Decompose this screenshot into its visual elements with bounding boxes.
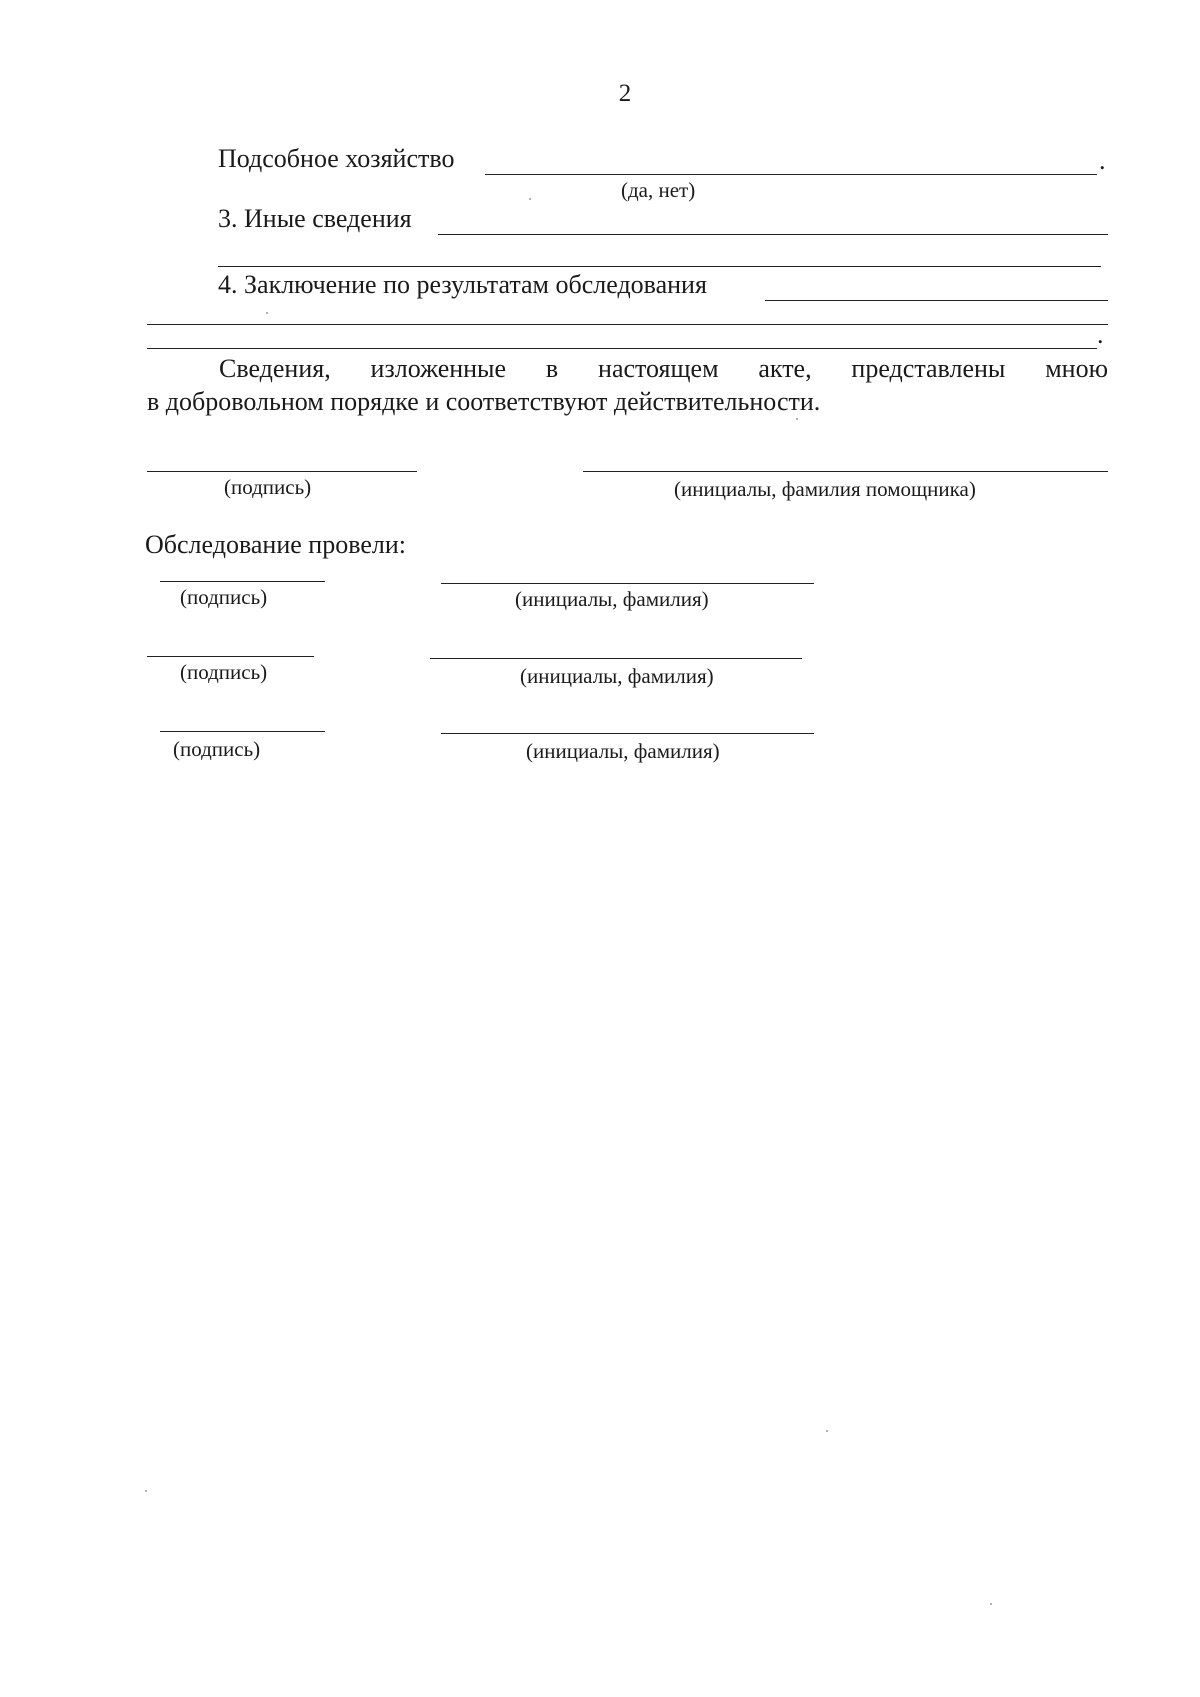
respondent-signature-line[interactable]: [147, 471, 417, 472]
household-field-end: .: [1099, 146, 1106, 175]
respondent-name-line[interactable]: [583, 471, 1108, 472]
scan-speck: [266, 312, 268, 314]
inspector-1-signature-caption: (подпись): [180, 585, 268, 609]
inspector-2-signature-caption: (подпись): [180, 660, 268, 684]
other-info-label: 3. Иные сведения: [218, 204, 412, 233]
page-number: 2: [618, 80, 632, 107]
conclusion-field-line-2[interactable]: [147, 324, 1108, 325]
respondent-signature-caption: (подпись): [224, 475, 312, 499]
inspector-3-signature-line[interactable]: [160, 731, 325, 732]
inspectors-heading: Обследование провели:: [145, 530, 406, 559]
inspector-1-signature-line[interactable]: [160, 581, 325, 582]
inspector-3-signature-caption: (подпись): [173, 737, 261, 761]
scan-speck: [529, 198, 531, 200]
other-info-field-line-1[interactable]: [438, 234, 1108, 235]
respondent-name-caption: (инициалы, фамилия помощника): [674, 477, 976, 501]
inspector-1-name-caption: (инициалы, фамилия): [515, 587, 709, 611]
statement-line-1: Сведения, изложенные в настоящем акте, представлены мною: [219, 354, 1108, 383]
scan-speck: [796, 418, 798, 420]
statement-line-2: в добровольном порядке и соответствуют действительности.: [147, 387, 821, 416]
inspector-3-name-caption: (инициалы, фамилия): [526, 739, 720, 763]
scan-speck: [990, 1603, 992, 1605]
scan-speck: [145, 1490, 147, 1492]
conclusion-field-line-3[interactable]: [147, 348, 1097, 349]
household-field-hint: (да, нет): [621, 178, 696, 202]
inspector-3-name-line[interactable]: [441, 733, 814, 734]
conclusion-field-line-1[interactable]: [765, 300, 1108, 301]
household-field-line[interactable]: [485, 174, 1097, 175]
inspector-2-name-line[interactable]: [430, 658, 802, 659]
other-info-field-line-2[interactable]: [218, 266, 1101, 267]
inspector-1-name-line[interactable]: [441, 583, 814, 584]
household-label: Подсобное хозяйство: [218, 144, 455, 173]
scan-speck: [826, 1430, 828, 1432]
inspector-2-signature-line[interactable]: [147, 656, 314, 657]
inspector-2-name-caption: (инициалы, фамилия): [520, 664, 714, 688]
conclusion-field-end: .: [1097, 320, 1104, 349]
conclusion-label: 4. Заключение по результатам обследования: [218, 270, 707, 299]
